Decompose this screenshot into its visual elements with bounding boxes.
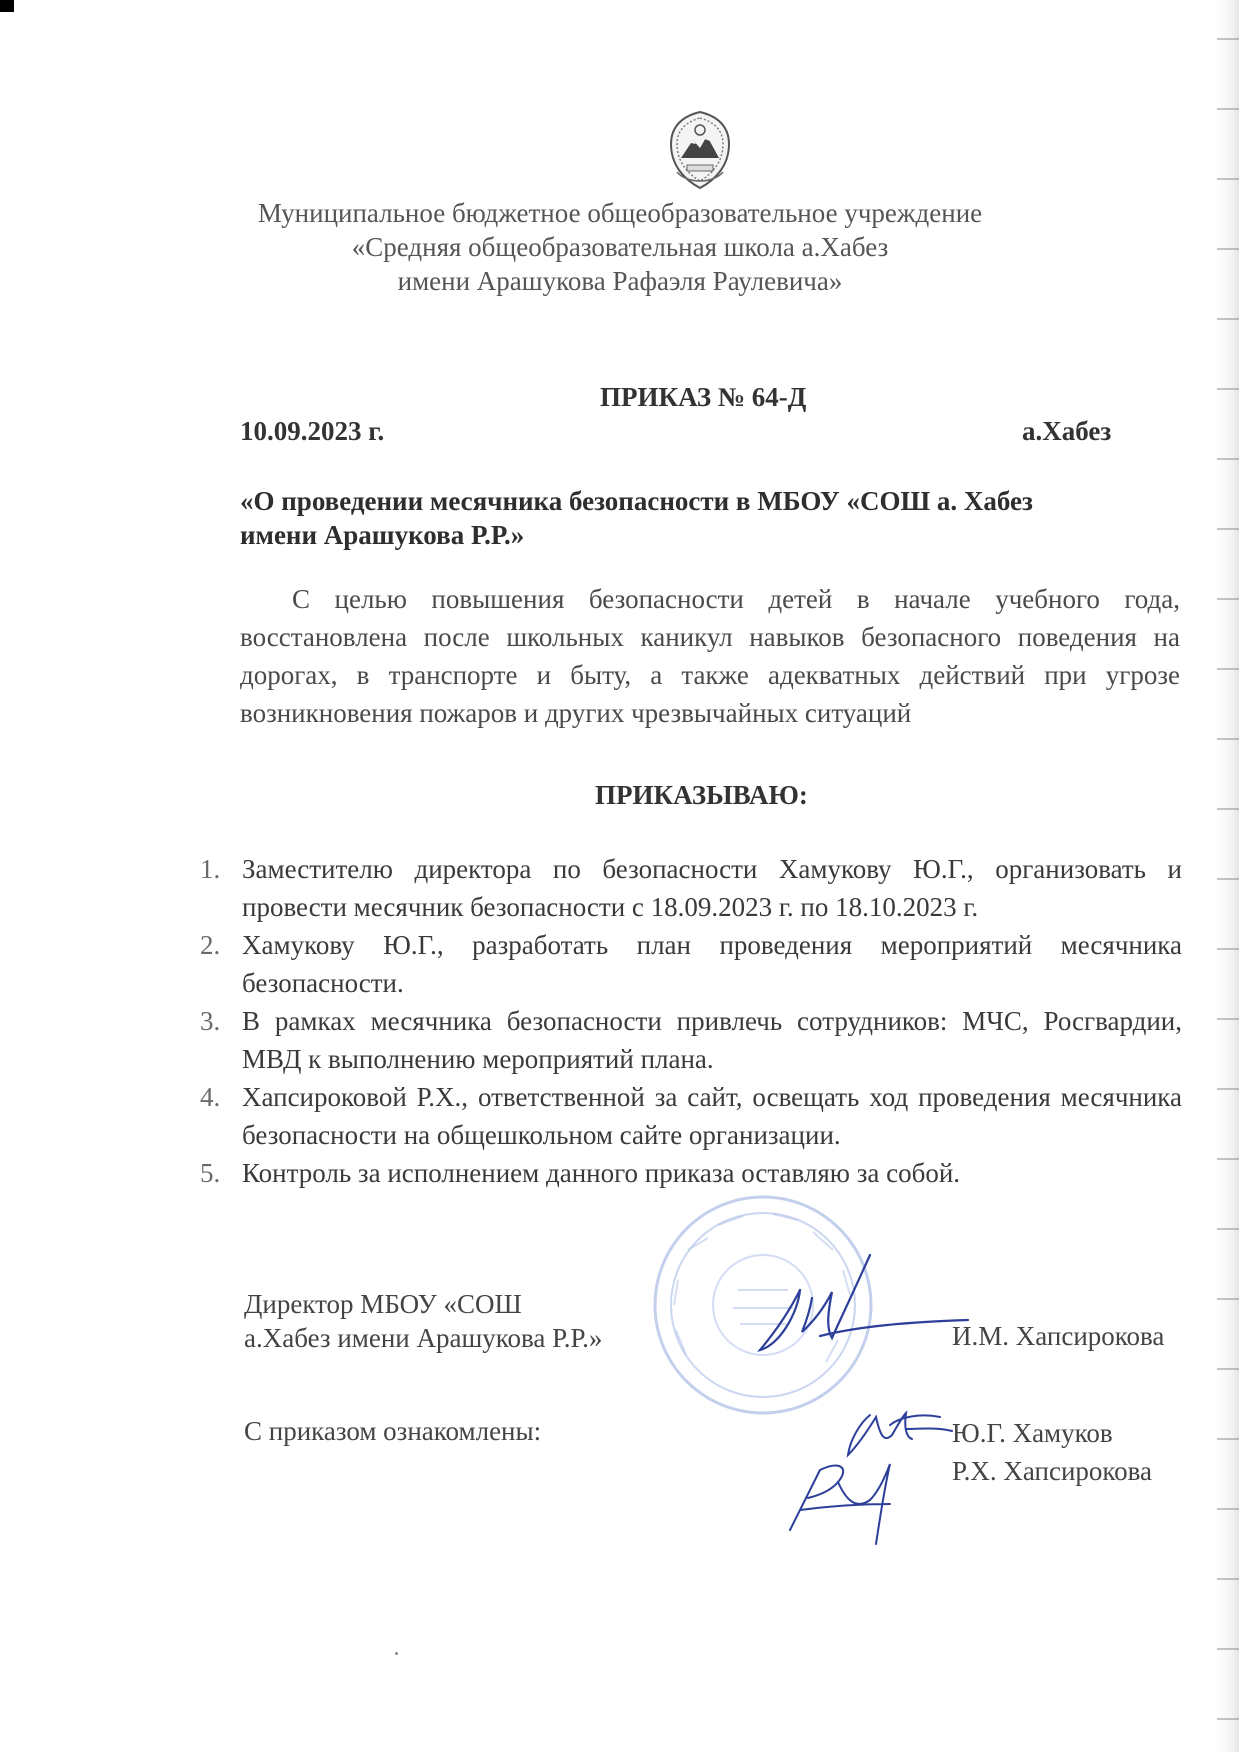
list-item <box>200 1078 1182 1154</box>
institution-line-3: имени Арашукова Рафаэля Раулевича» <box>397 266 843 296</box>
list-item <box>200 926 1182 1002</box>
institution-line-2: «Средняя общеобразовательная школа а.Хабез <box>351 232 889 262</box>
emblem-icon <box>667 110 733 190</box>
item-number: 5. <box>200 1158 221 1188</box>
order-subject <box>240 484 1120 552</box>
order-date: 10.09.2023 г. <box>240 416 385 446</box>
item-number: 2. <box>200 930 221 960</box>
item-text: В рамках месячника безопасности привлечь сотрудников: МЧС, Росгвардии, МВД к выполнению мероприятий плана. <box>242 1006 1182 1074</box>
director-position-line-1: Директор МБОУ «СОШ <box>244 1289 522 1319</box>
order-title: ПРИКАЗ № 64-Д <box>600 382 807 412</box>
scan-speck <box>395 1652 398 1655</box>
item-text: Контроль за исполнением данного приказа оставляю за собой. <box>242 1158 961 1188</box>
ack-name-1: Ю.Г. Хамуков <box>952 1418 1113 1448</box>
decree-heading: ПРИКАЗЫВАЮ: <box>595 780 808 810</box>
item-text: Заместителю директора по безопасности Хамукову Ю.Г., организовать и провести месячник безопасности с 18.09.2023 г. по 18.10.2023 г. <box>242 854 1182 922</box>
scan-edge-artifact <box>1217 0 1239 1752</box>
director-name: И.М. Хапсирокова <box>952 1321 1165 1351</box>
item-text: Хамукову Ю.Г., разработать план проведения мероприятий месячника безопасности. <box>242 930 1182 998</box>
acknowledgement-label: С приказом ознакомлены: <box>244 1416 542 1446</box>
subject-line-2: имени Арашукова Р.Р.» <box>240 520 525 550</box>
list-item <box>200 850 1182 926</box>
item-number: 3. <box>200 1006 221 1036</box>
preamble-paragraph: С целью повышения безопасности детей в начале учебного года, восстановлена после школьных каникул навыков безопасного поведения на дорогах, в транспорте и быту, а также адекватных действий при угрозе возникновения пожаров и других чрезвычайных ситуаций <box>240 584 1180 728</box>
institution-header <box>240 196 1000 298</box>
item-text: Хапсироковой Р.Х., ответственной за сайт, освещать ход проведения месячника безопасности на общешкольном сайте организации. <box>242 1082 1182 1150</box>
order-place: а.Хабез <box>1022 416 1112 446</box>
ack-name-2: Р.Х. Хапсирокова <box>952 1456 1153 1486</box>
item-number: 1. <box>200 854 221 884</box>
institution-line-1: Муниципальное бюджетное общеобразовательное учреждение <box>257 198 983 228</box>
scan-corner-mark <box>0 0 14 12</box>
list-item <box>200 1002 1182 1078</box>
order-items-list <box>200 850 1182 1192</box>
list-item <box>200 1154 1182 1192</box>
director-position <box>244 1287 602 1355</box>
subject-line-1: «О проведении месячника безопасности в МБОУ «СОШ а. Хабез <box>240 486 1033 516</box>
item-number: 4. <box>200 1082 221 1112</box>
employee-signature-2-icon <box>780 1440 920 1550</box>
director-position-line-2: а.Хабез имени Арашукова Р.Р.» <box>244 1323 603 1353</box>
director-signature-icon <box>740 1250 970 1380</box>
